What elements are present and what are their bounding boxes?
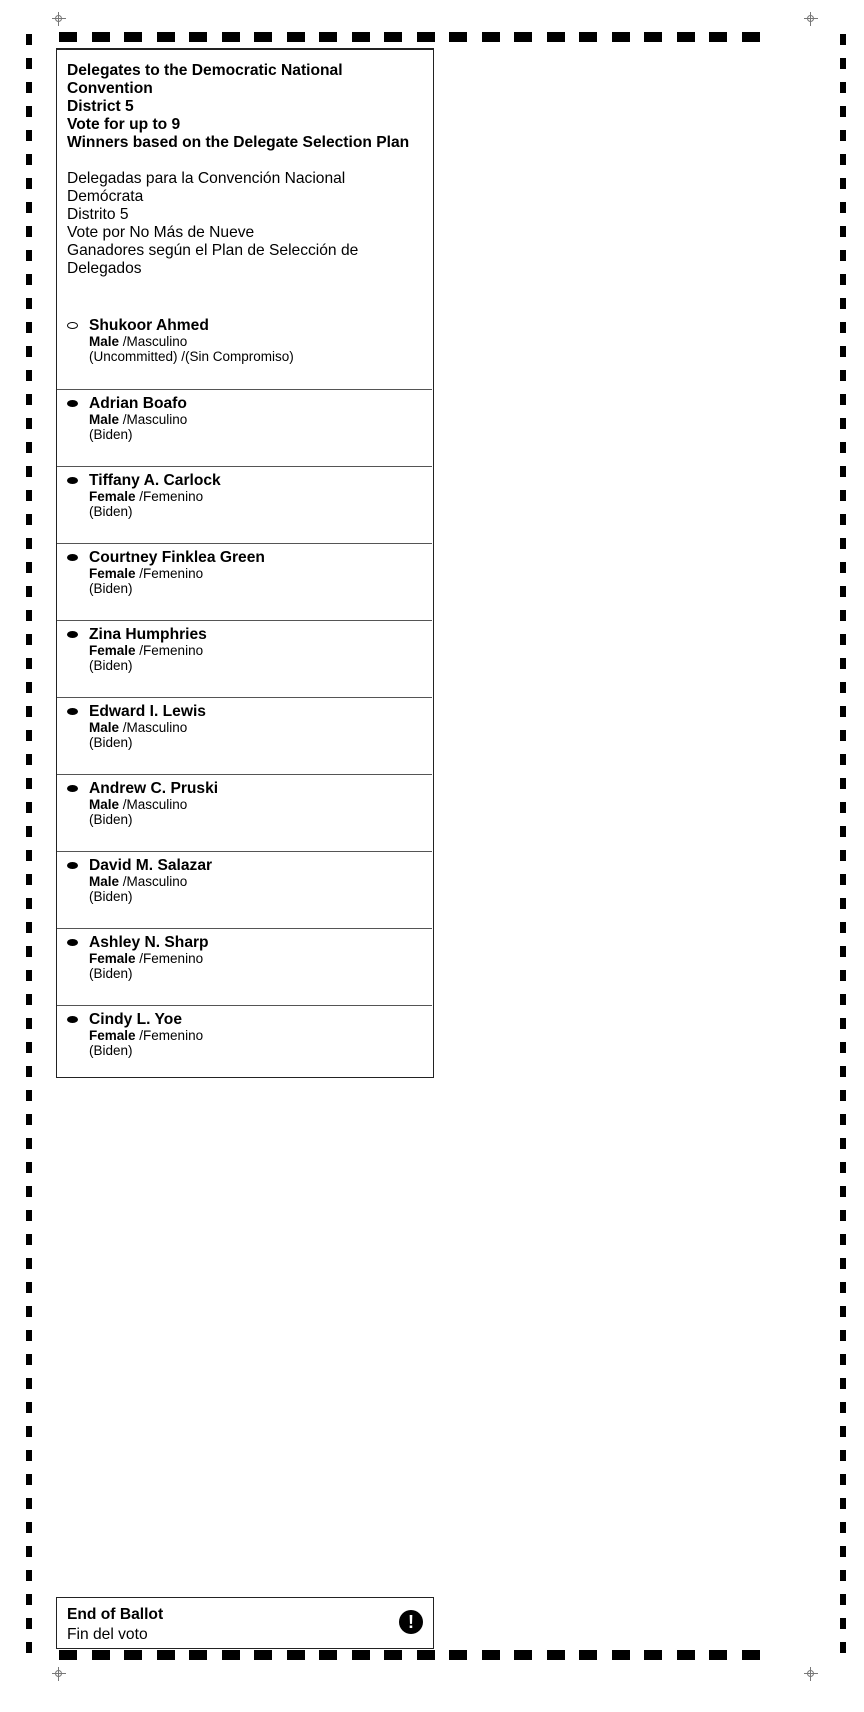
vote-oval[interactable] — [67, 400, 78, 407]
timing-mark — [26, 754, 32, 765]
timing-mark — [26, 946, 32, 957]
vote-oval[interactable] — [67, 708, 78, 715]
registration-mark-bottom-right — [804, 1667, 818, 1681]
timing-mark — [26, 706, 32, 717]
candidate-name: Tiffany A. Carlock — [89, 472, 221, 489]
timing-mark — [709, 32, 727, 42]
timing-mark — [840, 1522, 846, 1533]
timing-mark — [840, 1210, 846, 1221]
candidate-gender — [89, 566, 203, 581]
timing-mark — [840, 1450, 846, 1461]
timing-mark — [26, 346, 32, 357]
contest-winners-line-es: Ganadores según el Plan de Selección de Delegados — [67, 242, 359, 277]
timing-mark — [840, 1474, 846, 1485]
timing-mark — [840, 418, 846, 429]
candidate-name: Edward I. Lewis — [89, 703, 206, 720]
timing-mark — [482, 32, 500, 42]
timing-mark — [352, 1650, 370, 1660]
candidate-gender-en: Male — [89, 797, 120, 812]
timing-mark — [417, 32, 435, 42]
candidate-gender-es: /Femenino — [139, 1028, 204, 1043]
timing-mark — [449, 32, 467, 42]
candidate-name: Courtney Finklea Green — [89, 549, 265, 566]
candidate-gender-es: /Femenino — [139, 643, 204, 658]
candidate-name: Adrian Boafo — [89, 395, 187, 412]
timing-mark — [26, 106, 32, 117]
timing-mark — [742, 1650, 760, 1660]
contest-title-es — [67, 170, 423, 278]
candidate-row — [57, 774, 432, 852]
timing-mark — [26, 370, 32, 381]
timing-mark — [26, 1522, 32, 1533]
timing-mark — [124, 32, 142, 42]
timing-mark — [222, 32, 240, 42]
timing-mark — [840, 1186, 846, 1197]
timing-mark — [26, 178, 32, 189]
timing-mark — [742, 32, 760, 42]
timing-mark — [26, 778, 32, 789]
timing-mark — [26, 1570, 32, 1581]
registration-mark-top-right — [804, 12, 818, 26]
timing-mark — [840, 898, 846, 909]
timing-mark — [26, 250, 32, 261]
candidate-name: David M. Salazar — [89, 857, 213, 874]
timing-mark — [840, 874, 846, 885]
timing-mark — [840, 826, 846, 837]
timing-mark — [26, 1498, 32, 1509]
timing-mark — [26, 1234, 32, 1245]
timing-mark — [26, 202, 32, 213]
candidate-gender-es: /Femenino — [139, 566, 204, 581]
contest-title-line-es: Delegadas para la Convención Nacional Demócrata — [67, 170, 346, 205]
contest-vote-for-line-es: Vote por No Más de Nueve — [67, 224, 255, 241]
timing-mark — [26, 1594, 32, 1605]
timing-mark — [840, 1042, 846, 1053]
timing-mark — [840, 1618, 846, 1629]
candidate-party: (Biden) — [89, 504, 133, 519]
timing-mark — [840, 778, 846, 789]
timing-mark — [840, 178, 846, 189]
contest-title-en — [67, 62, 423, 152]
timing-mark — [26, 226, 32, 237]
timing-mark — [840, 1498, 846, 1509]
timing-mark — [26, 1210, 32, 1221]
timing-mark — [319, 32, 337, 42]
timing-mark — [189, 1650, 207, 1660]
candidate-gender — [89, 874, 187, 889]
candidate-gender-en: Female — [89, 643, 136, 658]
timing-mark — [840, 1354, 846, 1365]
timing-mark — [840, 202, 846, 213]
timing-mark — [26, 1042, 32, 1053]
timing-mark — [92, 1650, 110, 1660]
timing-mark — [26, 994, 32, 1005]
timing-mark — [287, 1650, 305, 1660]
timing-mark — [26, 1090, 32, 1101]
candidate-party: (Biden) — [89, 1043, 133, 1058]
timing-mark — [840, 346, 846, 357]
vote-oval[interactable] — [67, 477, 78, 484]
candidate-gender-en: Female — [89, 1028, 136, 1043]
timing-mark — [26, 1450, 32, 1461]
timing-mark — [840, 946, 846, 957]
timing-mark — [840, 1378, 846, 1389]
timing-mark — [26, 58, 32, 69]
timing-mark — [840, 1570, 846, 1581]
timing-mark — [59, 1650, 77, 1660]
timing-mark — [26, 1114, 32, 1125]
candidate-row — [57, 389, 432, 467]
timing-mark — [26, 82, 32, 93]
timing-mark — [644, 1650, 662, 1660]
vote-oval[interactable] — [67, 322, 78, 329]
timing-mark — [26, 1402, 32, 1413]
timing-mark — [189, 32, 207, 42]
timing-mark — [840, 850, 846, 861]
timing-mark — [26, 298, 32, 309]
timing-mark — [26, 1138, 32, 1149]
candidate-gender — [89, 720, 187, 735]
timing-mark — [26, 1618, 32, 1629]
end-of-ballot-label: End of Ballot — [67, 1606, 164, 1623]
timing-mark — [254, 1650, 272, 1660]
timing-mark — [157, 1650, 175, 1660]
timing-mark — [26, 130, 32, 141]
timing-mark — [840, 1138, 846, 1149]
timing-mark — [840, 562, 846, 573]
timing-mark — [26, 154, 32, 165]
timing-mark — [352, 32, 370, 42]
timing-mark — [840, 970, 846, 981]
candidate-name: Cindy L. Yoe — [89, 1011, 182, 1028]
candidate-gender-en: Female — [89, 489, 136, 504]
end-of-ballot-box — [56, 1597, 434, 1649]
timing-mark — [26, 610, 32, 621]
contest-header — [57, 50, 433, 278]
candidate-party: (Biden) — [89, 581, 133, 596]
contest-box — [56, 48, 434, 1078]
timing-mark — [840, 514, 846, 525]
timing-mark — [26, 658, 32, 669]
timing-mark — [840, 1234, 846, 1245]
candidate-gender-en: Female — [89, 951, 136, 966]
timing-mark — [26, 1354, 32, 1365]
timing-mark — [840, 370, 846, 381]
timing-mark — [840, 490, 846, 501]
timing-mark — [26, 586, 32, 597]
candidate-row — [57, 312, 432, 389]
timing-mark — [26, 442, 32, 453]
timing-mark — [840, 130, 846, 141]
timing-mark — [92, 32, 110, 42]
candidate-name: Ashley N. Sharp — [89, 934, 209, 951]
candidate-party: (Biden) — [89, 966, 133, 981]
timing-mark — [254, 32, 272, 42]
timing-mark — [26, 394, 32, 405]
timing-mark — [840, 442, 846, 453]
candidate-gender — [89, 797, 187, 812]
timing-mark — [840, 322, 846, 333]
candidate-gender-en: Male — [89, 874, 120, 889]
end-of-ballot-label-es: Fin del voto — [67, 1626, 148, 1643]
candidate-gender-es: /Femenino — [139, 489, 204, 504]
timing-mark — [26, 922, 32, 933]
timing-mark — [840, 1546, 846, 1557]
registration-mark-bottom-left — [52, 1667, 66, 1681]
timing-mark — [547, 32, 565, 42]
timing-mark — [26, 1282, 32, 1293]
timing-mark — [26, 1186, 32, 1197]
timing-mark — [840, 58, 846, 69]
timing-mark — [840, 1114, 846, 1125]
timing-mark — [26, 730, 32, 741]
candidate-row — [57, 851, 432, 929]
timing-mark — [612, 1650, 630, 1660]
contest-winners-line: Winners based on the Delegate Selection Plan — [67, 134, 410, 151]
contest-vote-for-line: Vote for up to 9 — [67, 116, 181, 133]
timing-mark — [26, 34, 32, 45]
timing-mark — [514, 1650, 532, 1660]
timing-mark — [644, 32, 662, 42]
exclamation-circle-icon: ! — [399, 1610, 423, 1634]
timing-mark — [840, 634, 846, 645]
timing-mark — [840, 466, 846, 477]
timing-mark — [840, 730, 846, 741]
candidate-gender-es: /Masculino — [122, 874, 188, 889]
candidate-gender — [89, 1028, 203, 1043]
timing-mark — [840, 394, 846, 405]
candidate-gender-es: /Masculino — [122, 797, 188, 812]
timing-mark — [26, 274, 32, 285]
timing-mark — [26, 1306, 32, 1317]
candidate-gender — [89, 643, 203, 658]
contest-district-line: District 5 — [67, 98, 134, 115]
timing-mark — [26, 898, 32, 909]
candidate-name: Andrew C. Pruski — [89, 780, 219, 797]
vote-oval[interactable] — [67, 785, 78, 792]
timing-mark — [26, 514, 32, 525]
timing-mark — [287, 32, 305, 42]
timing-mark — [26, 826, 32, 837]
timing-mark — [26, 1258, 32, 1269]
timing-mark — [840, 106, 846, 117]
timing-mark — [384, 1650, 402, 1660]
timing-mark — [59, 32, 77, 42]
timing-mark — [840, 1594, 846, 1605]
timing-mark — [319, 1650, 337, 1660]
timing-mark — [840, 1330, 846, 1341]
timing-mark — [26, 970, 32, 981]
timing-mark — [677, 1650, 695, 1660]
timing-mark — [840, 34, 846, 45]
timing-mark — [384, 32, 402, 42]
timing-mark — [26, 418, 32, 429]
candidate-gender-es: /Masculino — [122, 412, 188, 427]
timing-mark — [840, 1090, 846, 1101]
timing-mark — [840, 154, 846, 165]
timing-mark — [449, 1650, 467, 1660]
timing-mark — [26, 1330, 32, 1341]
timing-mark — [222, 1650, 240, 1660]
timing-mark — [26, 1066, 32, 1077]
timing-mark — [26, 1162, 32, 1173]
timing-mark — [514, 32, 532, 42]
timing-mark — [840, 1066, 846, 1077]
timing-mark — [840, 1306, 846, 1317]
candidate-party: (Biden) — [89, 658, 133, 673]
timing-mark — [26, 1474, 32, 1485]
candidate-row — [57, 466, 432, 544]
candidate-party: (Uncommitted) /(Sin Compromiso) — [89, 349, 294, 364]
candidate-row — [57, 543, 432, 621]
timing-mark — [677, 32, 695, 42]
candidate-gender — [89, 489, 203, 504]
timing-mark — [579, 1650, 597, 1660]
timing-mark — [709, 1650, 727, 1660]
timing-mark — [840, 226, 846, 237]
candidate-gender-es: /Masculino — [122, 720, 188, 735]
candidate-row — [57, 697, 432, 775]
timing-mark — [840, 706, 846, 717]
timing-mark — [482, 1650, 500, 1660]
timing-mark — [840, 1018, 846, 1029]
candidate-gender-en: Male — [89, 720, 120, 735]
timing-mark — [26, 802, 32, 813]
timing-mark — [840, 682, 846, 693]
timing-mark — [26, 562, 32, 573]
timing-mark — [26, 490, 32, 501]
timing-mark — [840, 586, 846, 597]
timing-mark — [840, 1162, 846, 1173]
timing-mark — [26, 538, 32, 549]
candidate-row — [57, 928, 432, 1006]
candidate-gender — [89, 334, 187, 349]
candidate-gender-es: /Masculino — [122, 334, 188, 349]
timing-mark — [840, 754, 846, 765]
timing-mark — [840, 82, 846, 93]
timing-mark — [157, 32, 175, 42]
timing-mark — [26, 682, 32, 693]
timing-mark — [840, 922, 846, 933]
contest-district-line-es: Distrito 5 — [67, 206, 129, 223]
candidate-gender-en: Female — [89, 566, 136, 581]
timing-mark — [840, 802, 846, 813]
candidate-row — [57, 1005, 432, 1083]
timing-mark — [26, 850, 32, 861]
timing-mark — [840, 994, 846, 1005]
timing-mark — [547, 1650, 565, 1660]
vote-oval[interactable] — [67, 554, 78, 561]
candidate-gender-en: Male — [89, 412, 120, 427]
timing-mark — [579, 32, 597, 42]
vote-oval[interactable] — [67, 631, 78, 638]
candidate-party: (Biden) — [89, 735, 133, 750]
candidate-gender-es: /Femenino — [139, 951, 204, 966]
candidate-party: (Biden) — [89, 812, 133, 827]
vote-oval[interactable] — [67, 1016, 78, 1023]
timing-mark — [840, 298, 846, 309]
timing-mark — [26, 1378, 32, 1389]
candidate-gender — [89, 951, 203, 966]
candidate-party: (Biden) — [89, 427, 133, 442]
timing-mark — [840, 610, 846, 621]
timing-mark — [840, 1282, 846, 1293]
timing-mark — [26, 874, 32, 885]
candidate-gender-en: Male — [89, 334, 120, 349]
vote-oval[interactable] — [67, 862, 78, 869]
candidate-gender — [89, 412, 187, 427]
timing-mark — [26, 1018, 32, 1029]
timing-mark — [840, 250, 846, 261]
timing-mark — [612, 32, 630, 42]
contest-title-line: Delegates to the Democratic National Convention — [67, 62, 343, 97]
candidate-name: Shukoor Ahmed — [89, 317, 209, 334]
timing-mark — [26, 1642, 32, 1653]
timing-mark — [840, 538, 846, 549]
timing-mark — [26, 634, 32, 645]
timing-mark — [26, 322, 32, 333]
candidate-row — [57, 620, 432, 698]
candidate-party: (Biden) — [89, 889, 133, 904]
timing-mark — [840, 658, 846, 669]
timing-mark — [840, 274, 846, 285]
timing-mark — [840, 1642, 846, 1653]
vote-oval[interactable] — [67, 939, 78, 946]
timing-mark — [26, 1426, 32, 1437]
timing-mark — [840, 1426, 846, 1437]
timing-mark — [840, 1258, 846, 1269]
candidate-name: Zina Humphries — [89, 626, 207, 643]
timing-mark — [26, 1546, 32, 1557]
timing-mark — [417, 1650, 435, 1660]
timing-mark — [840, 1402, 846, 1413]
registration-mark-top-left — [52, 12, 66, 26]
timing-mark — [124, 1650, 142, 1660]
timing-mark — [26, 466, 32, 477]
